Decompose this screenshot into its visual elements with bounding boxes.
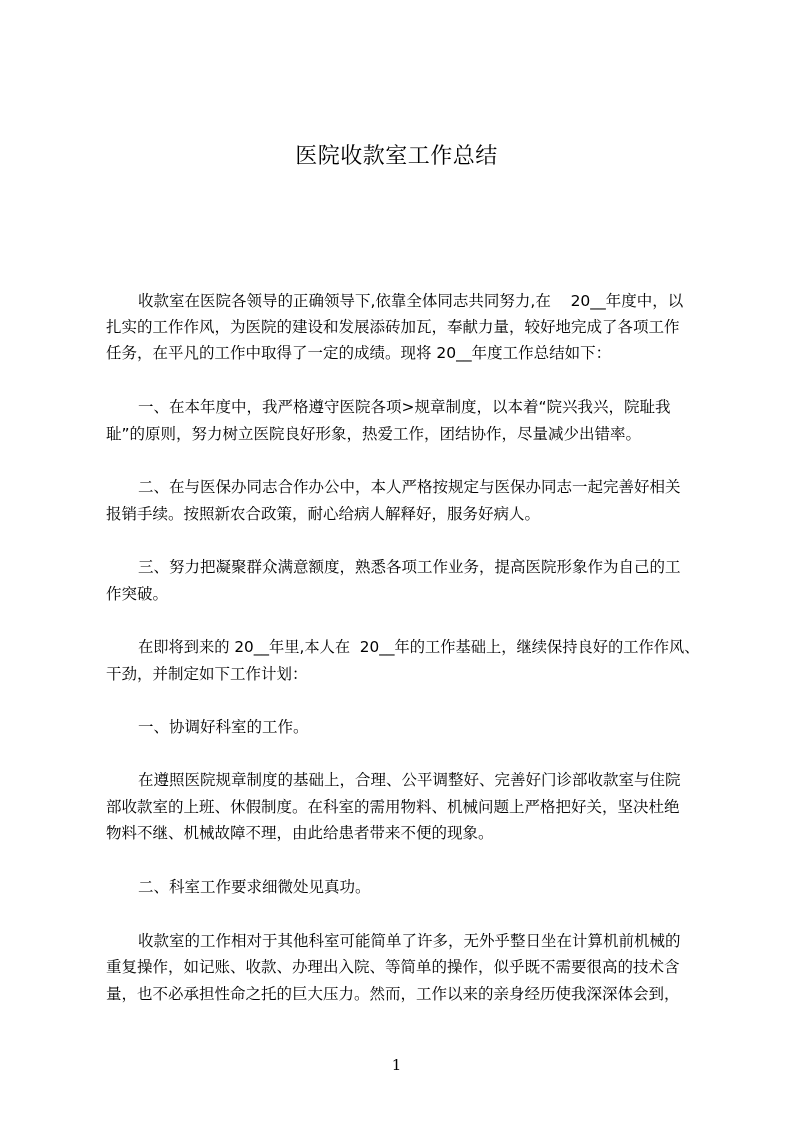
text-line: 部收款室的上班、休假制度。在科室的需用物料、机械问题上严格把好关，坚决杜绝 bbox=[106, 798, 680, 816]
text-line: 三、努力把凝聚群众满意额度，熟悉各项工作业务，提高医院形象作为自己的工 bbox=[138, 558, 681, 576]
text-line: 任务，在平凡的工作中取得了一定的成绩。现将 20__年度工作总结如下： bbox=[106, 344, 612, 362]
text-line: 收款室的工作相对于其他科室可能简单了许多，无外乎整日坐在计算机前机械的 bbox=[138, 932, 681, 950]
document-title: 医院收款室工作总结 bbox=[295, 144, 498, 169]
text-line: 二、在与医保办同志合作办公中，本人严格按规定与医保办同志一起完善好相关 bbox=[138, 478, 681, 496]
text-line: 重复操作，如记账、收款、办理出入院、等简单的操作，似乎既不需要很高的技术含 bbox=[106, 958, 680, 976]
text-line: 二、科室工作要求细微处见真功。 bbox=[138, 878, 371, 896]
text-line: 在即将到来的 20__年里,本人在 20__年的工作基础上，继续保持良好的工作作风、 bbox=[138, 638, 700, 656]
text-line: 收款室在医院各领导的正确领导下,依靠全体同志共同努力,在 20__年度中，以 bbox=[138, 292, 684, 310]
text-line: 一、协调好科室的工作。 bbox=[138, 718, 309, 736]
page-number: 1 bbox=[391, 1056, 402, 1074]
text-line: 耻”的原则，努力树立医院良好形象，热爱工作，团结协作，尽量减少出错率。 bbox=[106, 425, 642, 443]
text-line: 量，也不必承担性命之托的巨大压力。然而，工作以来的亲身经历使我深深体会到， bbox=[106, 985, 680, 1003]
text-line: 扎实的工作作风，为医院的建设和发展添砖加瓦，奉献力量，较好地完成了各项工作 bbox=[106, 318, 680, 336]
text-line: 物料不继、机械故障不理，由此给患者带来不便的现象。 bbox=[106, 824, 494, 842]
text-line: 干劲，并制定如下工作计划： bbox=[106, 665, 308, 683]
text-line: 报销手续。按照新农合政策，耐心给病人解释好，服务好病人。 bbox=[106, 505, 541, 523]
text-line: 一、在本年度中，我严格遵守医院各项>规章制度，以本着“院兴我兴，院耻我 bbox=[138, 398, 671, 416]
text-line: 作突破。 bbox=[106, 585, 169, 603]
text-line: 在遵照医院规章制度的基础上，合理、公平调整好、完善好门诊部收款室与住院 bbox=[138, 771, 681, 789]
